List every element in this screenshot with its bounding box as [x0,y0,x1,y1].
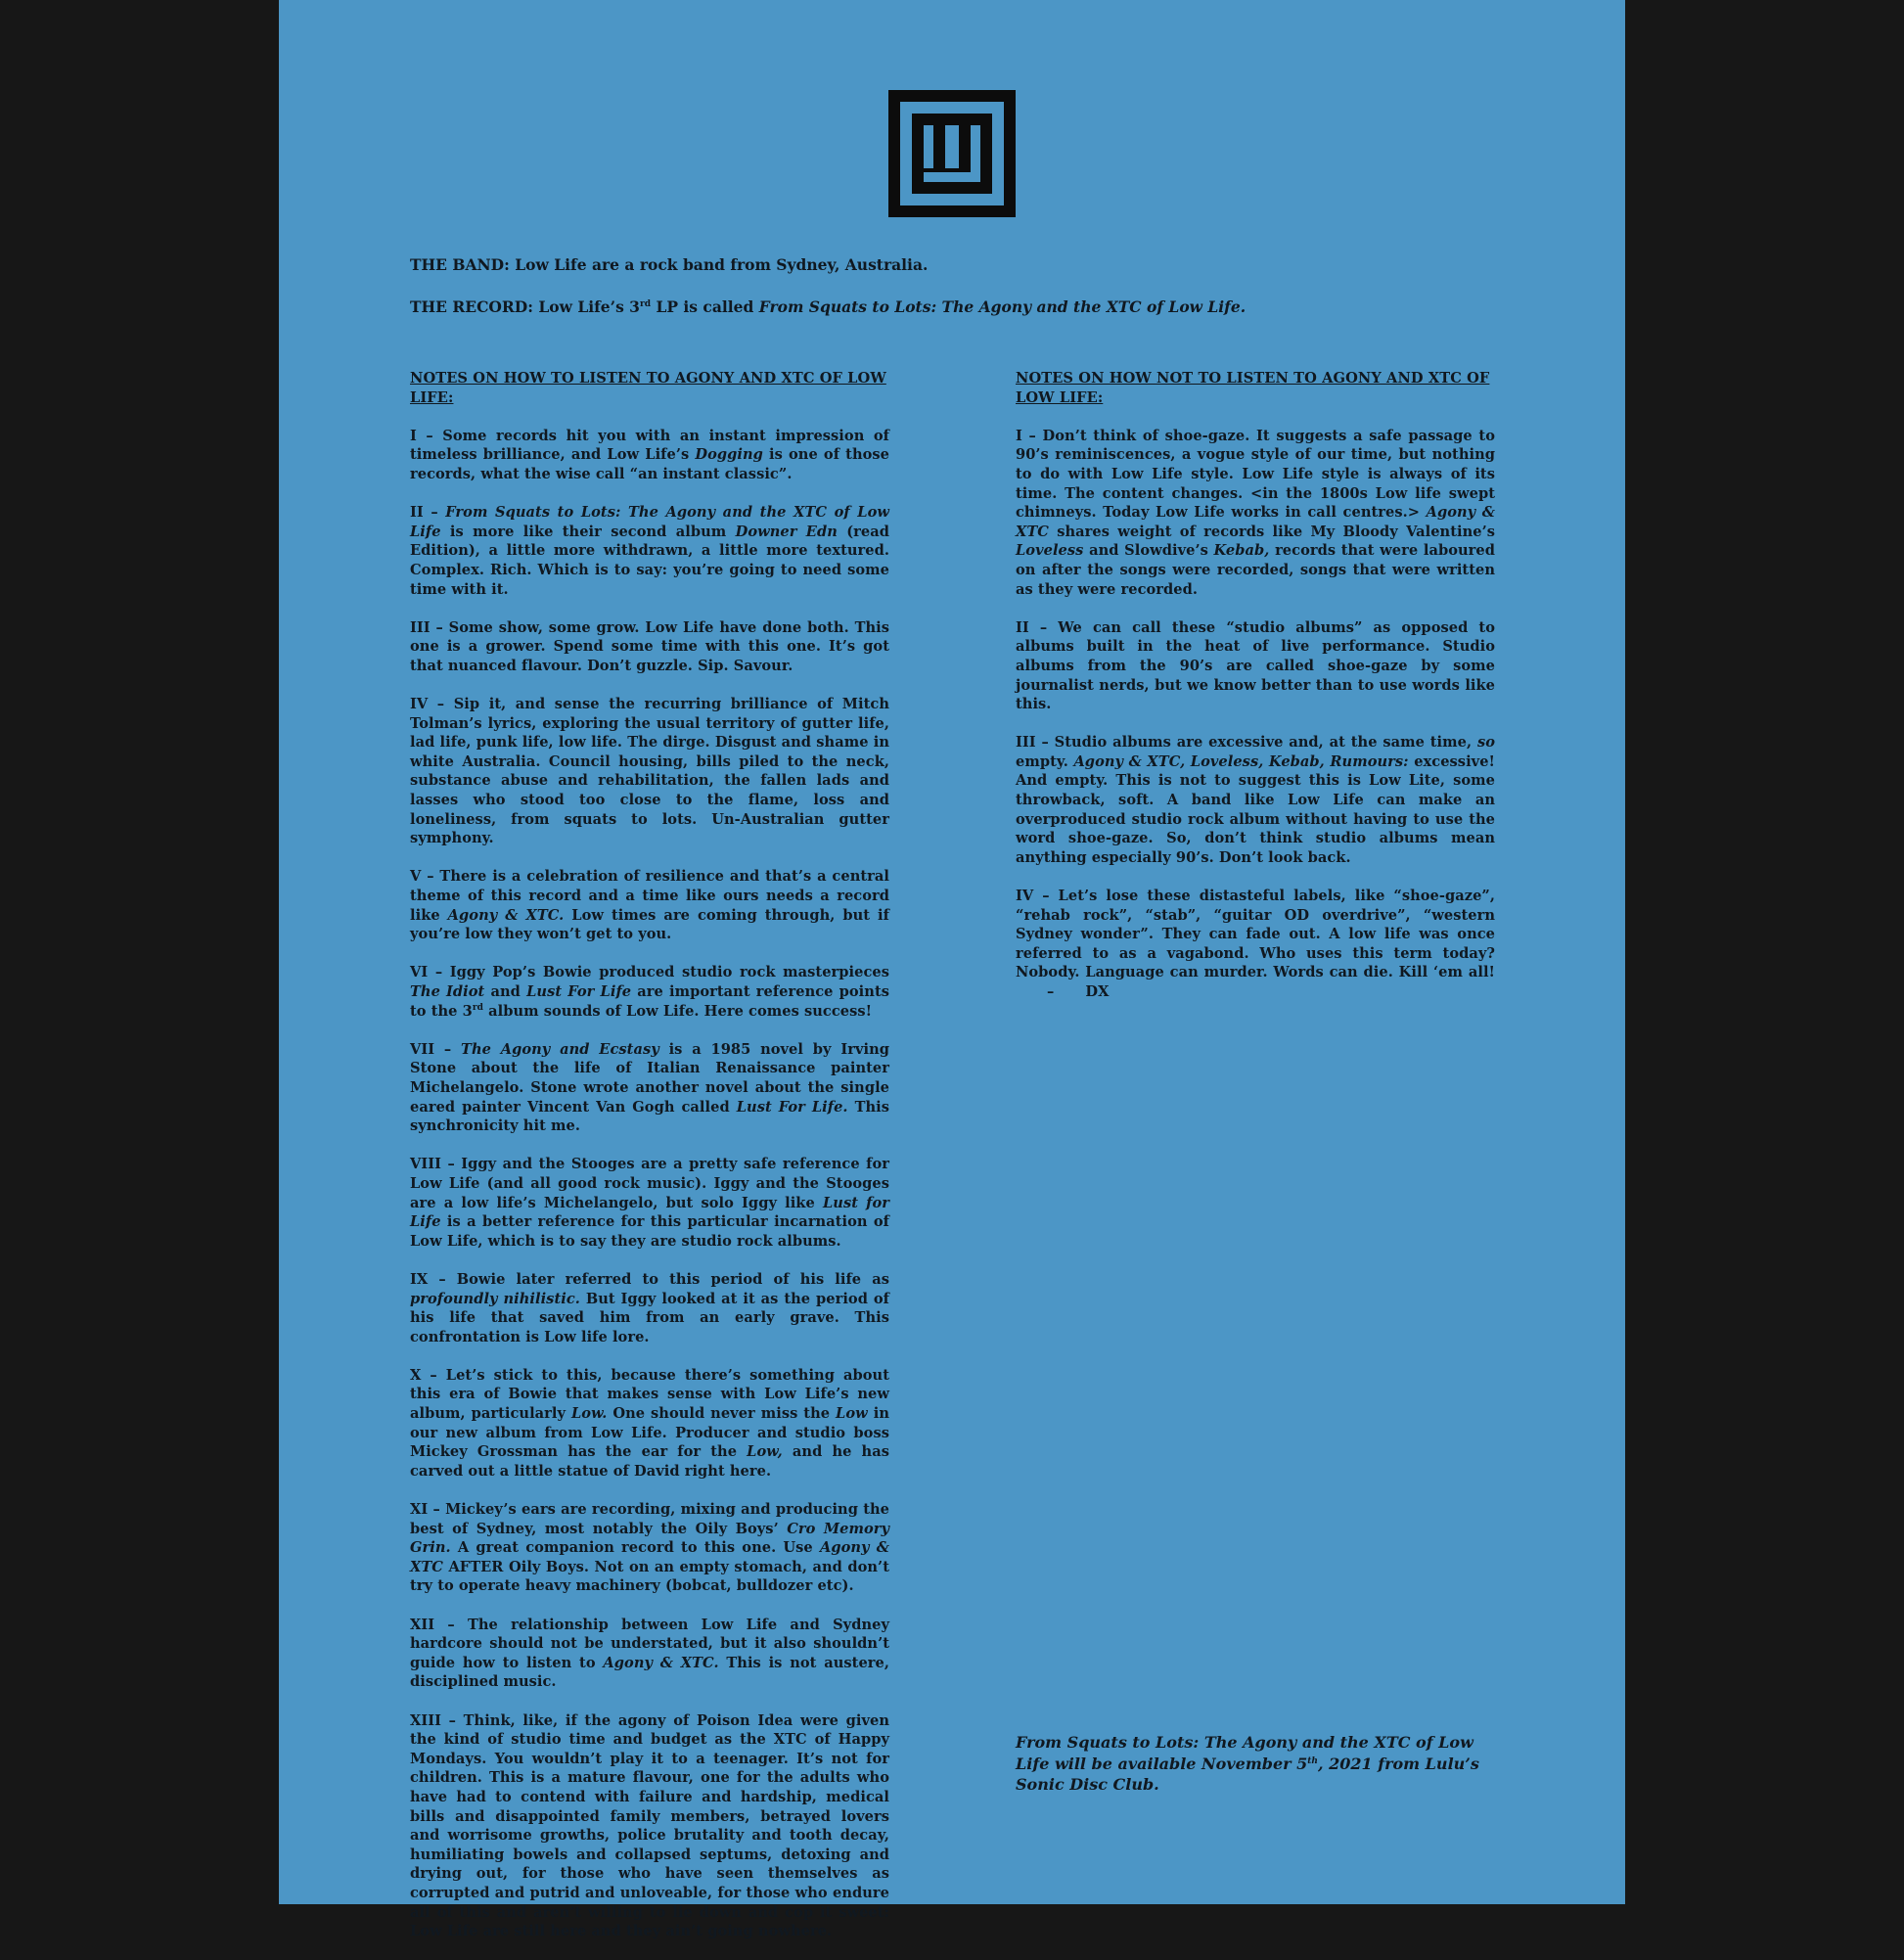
not-listen-note-1: I – Don’t think of shoe-gaze. It suggests a safe passage to 90’s reminiscences, a vogue style of our time, but nothing to do with Low Life style. Low Life style is always of its time. The content changes. <in the 1800s Low life swept chimneys. Today Low Life works in call centres.> Agony & XTC shares weight of records like My Bloody Valentine’s Loveless and Slowdive’s Kebab, records that were laboured on after the songs were recorded, songs that were written as they were recorded. [1016,427,1495,598]
signature: DX [1085,983,1110,1000]
not-listen-note-3: III – Studio albums are excessive and, at the same time, so empty. Agony & XTC, Loveless, Kebab, Rumours: excessive! And empty. This is not to suggest this is Low Lite, some throwback, soft. A band like Low Life can make an overproduced studio rock album without having to use the word shoe-gaze. So, don’t think studio albums mean anything especially 90’s. Don’t look back. [1016,734,1495,866]
not-listen-notes-heading: NOTES ON HOW NOT TO LISTEN TO AGONY AND XTC OF LOW LIFE: [1016,370,1490,406]
release-footer: From Squats to Lots: The Agony and the XTC of Low Life will be available November 5th, 2021 from Lulu’s Sonic Disc Club. [1016,1733,1479,1795]
listen-note-1: I – Some records hit you with an instant impression of timeless brilliance, and Low Life’s Dogging is one of those records, what the wise call “an instant classic”. [410,427,889,482]
listen-note-3: III – Some show, some grow. Low Life have done both. This one is a grower. Spend some time with this one. It’s got that nuanced flavour. Don’t guzzle. Sip. Savour. [410,618,889,674]
listen-note-8: VIII – Iggy and the Stooges are a pretty safe reference for Low Life (and all good rock music). Iggy and the Stooges are a low life’s Michelangelo, but solo Iggy like Lust for Life is a better reference for this particular incarnation of Low Life, which is to say they are studio rock albums. [410,1156,889,1250]
intro-record: THE RECORD: Low Life’s 3rd LP is called From Squats to Lots: The Agony and the XTC of Low Life. [410,297,1247,316]
not-listen-note-2: II – We can call these “studio albums” as opposed to albums built in the heat of live performance. Studio albums from the 90’s are called shoe-gaze by some journalist nerds, but we know better than to use words like this. [1016,618,1495,713]
listen-note-10: X – Let’s stick to this, because there’s something about this era of Bowie that makes sense with Low Life’s new album, particularly Low. One should never miss the Low in our new album from Low Life. Producer and studio boss Mickey Grossman has the ear for the Low, and he has carved out a little statue of David right here. [410,1366,889,1480]
listen-note-4: IV – Sip it, and sense the recurring brilliance of Mitch Tolman’s lyrics, exploring the usual territory of gutter life, lad life, punk life, low life. The dirge. Disgust and shame in white Australia. Council housing, bills piled to the neck, substance abuse and rehabilitation, the fallen lads and lasses who stood too close to the flame, loss and loneliness, from squats to lots. Un-Australian gutter symphony. [410,696,889,847]
listen-notes-column [410,369,889,1960]
low-life-logo-icon [888,90,1016,217]
listen-note-7: VII – The Agony and Ecstasy is a 1985 novel by Irving Stone about the life of Italian Renaissance painter Michelangelo. Stone wrote another novel about the single eared painter Vincent Van Gogh called Lust For Life. This synchronicity hit me. [410,1040,889,1135]
listen-note-12: XII – The relationship between Low Life and Sydney hardcore should not be understated, but it also shouldn’t guide how to listen to Agony & XTC. This is not austere, disciplined music. [410,1616,889,1691]
not-listen-note-4: IV – Let’s lose these distasteful labels, like “shoe-gaze”, “rehab rock”, “stab”, “guitar OD overdrive”, “western Sydney wonder”. They can fade out. A low life was once referred to as a vagabond. Who uses this term today? Nobody. Language can murder. Words can die. Kill ‘em all!– DX [1016,888,1495,1000]
poster-sheet [279,0,1625,1940]
listen-note-13: XIII – Think, like, if the agony of Poison Idea were given the kind of studio time and budget as the XTC of Happy Mondays. You wouldn’t play it to a teenager. It’s not for children. This is a mature flavour, one for the adults who have had to contend with failure and hardship, medical bills and disappointed family members, betrayed lovers and worrisome growths, police brutality and tooth decay, humiliating bowels and collapsed septums, detoxing and drying out, for those who have seen themselves as corrupted and putrid and unloveable, for those who endure all of this and aren’t willing to lie down and cop it sweet: Low Life are still here and they ain’t going nowhere. [410,1711,889,1940]
listen-note-6: VI – Iggy Pop’s Bowie produced studio rock masterpieces The Idiot and Lust For Life are important reference points to the 3rd album sounds of Low Life. Here comes success! [410,964,889,1020]
listen-notes-heading: NOTES ON HOW TO LISTEN TO AGONY AND XTC OF LOW LIFE: [410,370,886,406]
listen-note-11: XI – Mickey’s ears are recording, mixing and producing the best of Sydney, most notably the Oily Boys’ Cro Memory Grin. A great companion record to this one. Use Agony & XTC AFTER Oily Boys. Not on an empty stomach, and don’t try to operate heavy machinery (bobcat, bulldozer etc). [410,1501,890,1595]
not-listen-notes-column [1016,369,1495,1021]
signature-dash: – [1047,983,1055,1000]
listen-note-9: IX – Bowie later referred to this period of his life as profoundly nihilistic. But Iggy looked at it as the period of his life that saved him from an early grave. This confrontation is Low life lore. [410,1270,889,1345]
listen-note-2: II – From Squats to Lots: The Agony and the XTC of Low Life is more like their second album Downer Edn (read Edition), a little more withdrawn, a little more textured. Complex. Rich. Which is to say: you’re going to need some time with it. [410,504,889,598]
intro-band: THE BAND: Low Life are a rock band from Sydney, Australia. [410,255,929,274]
listen-note-5: V – There is a celebration of resilience and that’s a central theme of this record and a time like ours needs a record like Agony & XTC. Low times are coming through, but if you’re low they won’t get to you. [410,868,889,943]
